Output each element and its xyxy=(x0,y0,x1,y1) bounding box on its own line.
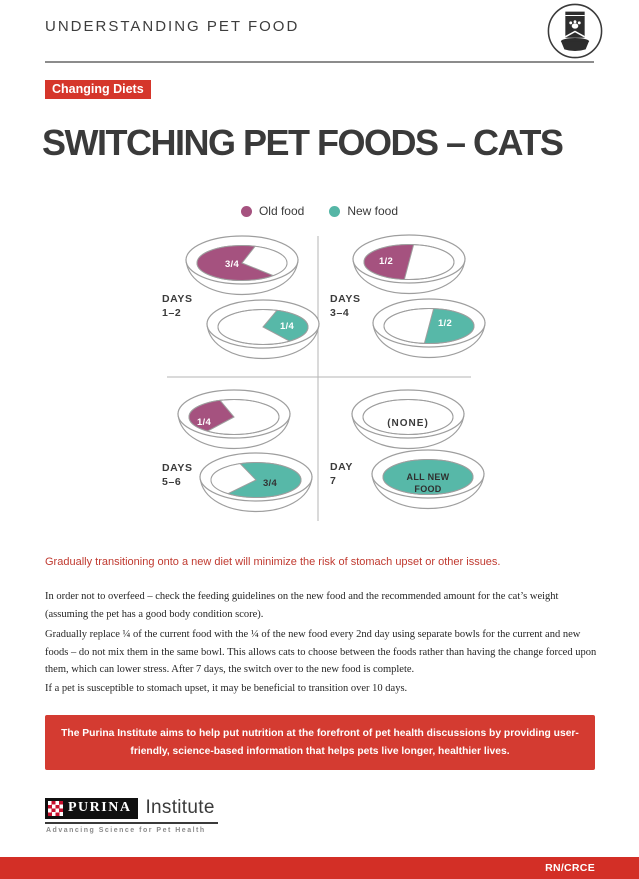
legend-label-old: Old food xyxy=(258,204,305,218)
day-label: 1–2 xyxy=(162,307,182,319)
bowl xyxy=(353,235,465,294)
portion-label: ALL NEW xyxy=(406,472,450,482)
day-label: DAYS xyxy=(162,293,193,305)
body-paragraph: If a pet is susceptible to stomach upset, it may be beneficial to transition over 10 days. xyxy=(45,683,408,694)
new-food-swatch xyxy=(329,206,340,217)
portion-label: (NONE) xyxy=(387,418,429,429)
bowl xyxy=(373,299,485,358)
portion-label: FOOD xyxy=(414,484,442,494)
page-title: SWITCHING PET FOODS – CATS xyxy=(42,122,563,163)
brand-tagline: Advancing Science for Pet Health xyxy=(46,827,206,834)
banner-text: The Purina Institute aims to help put nutrition at the forefront of pet health discussions by providing user-friendly, science-based information that helps pets live longer, healthier lives. xyxy=(61,727,579,757)
purina-checkerboard-icon xyxy=(48,801,63,816)
bowls-diagram-svg xyxy=(140,228,500,528)
portion-label: 1/2 xyxy=(378,256,394,267)
food-transition-diagram xyxy=(140,228,500,528)
bowl-body xyxy=(561,41,589,51)
purina-institute-logo xyxy=(45,797,215,819)
bowl xyxy=(163,356,290,455)
day-label: 7 xyxy=(330,475,337,487)
day-label: DAY xyxy=(330,461,354,473)
pet-food-bag-bowl-icon xyxy=(546,2,604,60)
day-label: 5–6 xyxy=(162,476,182,488)
body-paragraph: In order not to overfeed – check the feeding guidelines on the new food and the recommended amount for the cat’s weight (assuming the pet has a good body condition score). xyxy=(45,591,559,620)
day-label: DAYS xyxy=(330,293,361,305)
old-food-swatch xyxy=(241,206,252,217)
portion-label: 3/4 xyxy=(224,259,240,270)
page-kicker: UNDERSTANDING PET FOOD xyxy=(45,18,300,35)
portion-label: 1/4 xyxy=(279,321,295,332)
bowl xyxy=(352,390,464,449)
brand-name: PURINA xyxy=(68,800,132,815)
brand-suffix: Institute xyxy=(145,797,215,818)
callout: Gradually transitioning onto a new diet will minimize the risk of stomach upset or other issues. xyxy=(45,556,501,568)
bottom-bar xyxy=(0,857,639,879)
portion-label: 1/4 xyxy=(196,417,212,428)
category-tag: Changing Diets xyxy=(45,80,151,99)
banner xyxy=(45,715,595,770)
logo-underline xyxy=(45,822,218,824)
portion-label: 1/2 xyxy=(437,318,453,329)
legend-label-new: New food xyxy=(347,204,399,218)
day-label: 3–4 xyxy=(330,307,350,319)
header-divider xyxy=(45,61,594,63)
day-label: DAYS xyxy=(162,462,193,474)
portion-label: 3/4 xyxy=(262,478,278,489)
legend xyxy=(0,204,639,218)
bowl xyxy=(372,450,484,509)
footer-code: RN/CRCE xyxy=(545,862,595,874)
purina-wordmark xyxy=(45,798,138,819)
legend-item-old-food xyxy=(241,204,304,218)
legend-item-new-food xyxy=(329,204,398,218)
body-paragraph: Gradually replace ¼ of the current food with the ¼ of the new food every 2nd day using separate bowls for the current and new foods – do not mix them in the same bowl. This allows cats to choose between the foods rather than having the change forced upon them, which can lower stress. After 7 days, the switch over to the new food is complete. xyxy=(45,629,597,675)
